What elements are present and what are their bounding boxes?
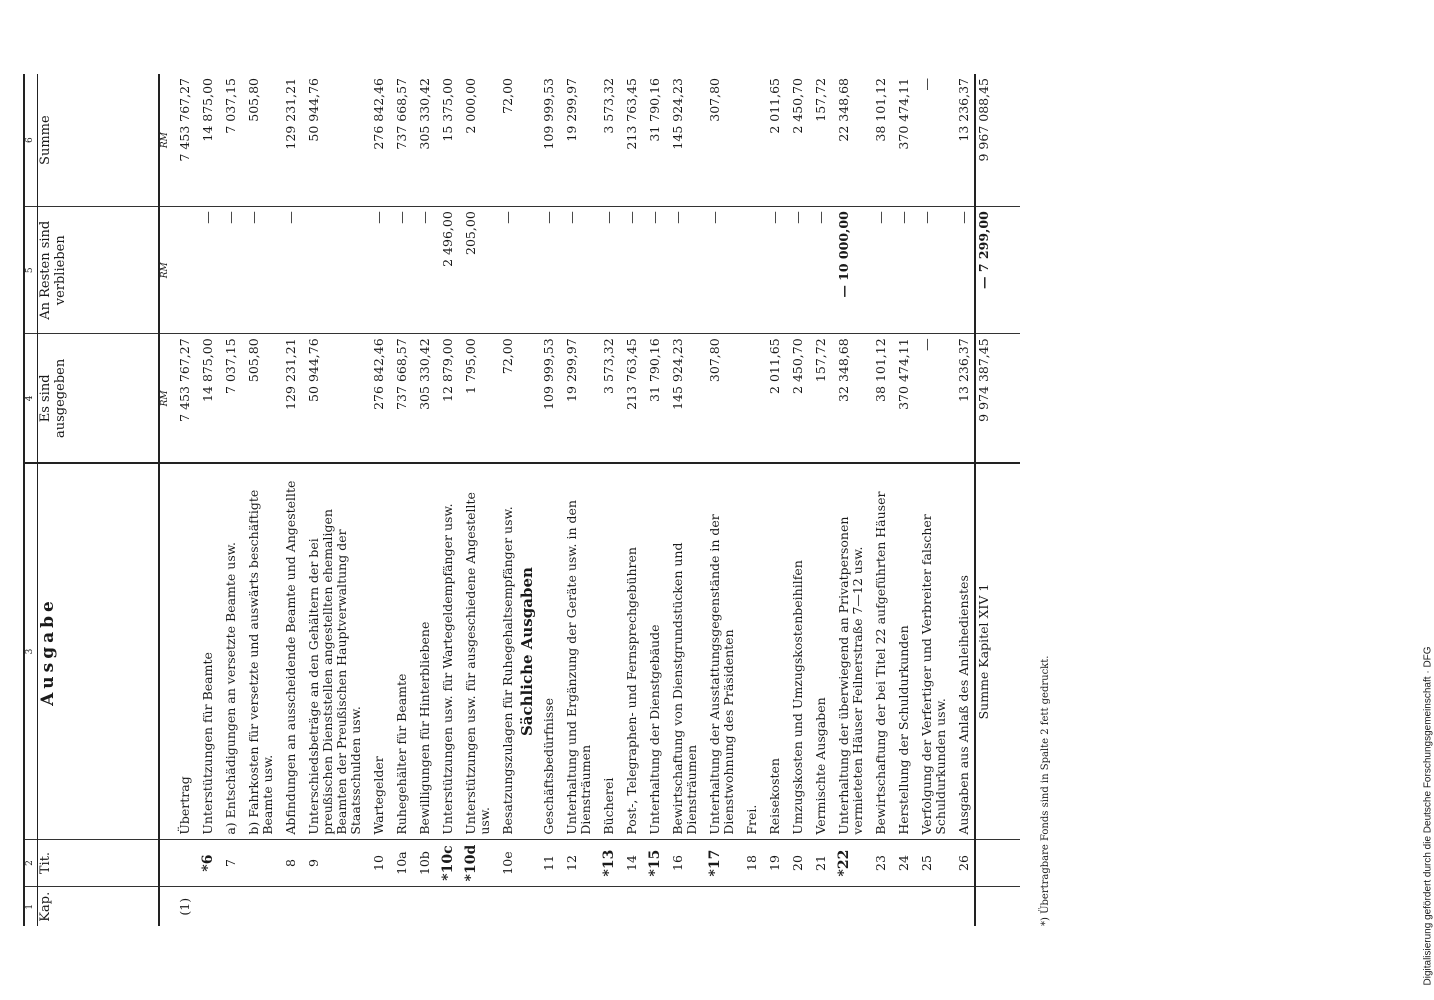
cell-ausgabe-text: Unterstützungen usw. für ausgeschiedene Angestellte usw. (458, 463, 495, 839)
cell-ausgabe-text: a) Entschädigungen an versetzte Beamte usw. (218, 463, 241, 839)
cell-summe: 305 330,42 (412, 74, 435, 207)
table-row (536, 74, 559, 926)
title-number: 13 (601, 849, 617, 870)
cell-tit: 26 (951, 839, 975, 887)
cell-summe: 19 299,97 (559, 74, 596, 207)
table-row (891, 74, 914, 926)
cell-ausgabe-text: Ausgaben aus Anlaß des Anleihedienstes (951, 463, 975, 839)
cell-tit: 25 (914, 839, 951, 887)
cell-summe: 7 453 767,27 (172, 74, 195, 207)
cell-ausgegeben: 1 795,00 (458, 334, 495, 464)
table-row (665, 74, 702, 926)
cell-reste (301, 207, 366, 334)
cell-kap (868, 887, 891, 926)
cell-reste: — (891, 207, 914, 334)
table-row (366, 74, 389, 926)
table-row (435, 74, 458, 926)
cell-tit: 10a (389, 839, 412, 887)
cell-tit: 8 (278, 839, 301, 887)
cell-empty (975, 839, 1020, 887)
cell-ausgegeben: 13 236,37 (951, 334, 975, 464)
cell-ausgabe-text: Unterstützungen usw. für Wartegeldempfänger usw. (435, 463, 458, 839)
cell-tit: 10 (366, 839, 389, 887)
cell-ausgegeben: 129 231,21 (278, 334, 301, 464)
cell-kap (596, 887, 619, 926)
total-ausgegeben: 9 974 387,45 (975, 334, 1020, 464)
cell-kap (278, 887, 301, 926)
table-row (218, 74, 241, 926)
title-number: 6 (200, 854, 216, 865)
transferable-marker: * (647, 869, 663, 877)
unit-label: RM (159, 74, 172, 207)
cell-ausgabe-text: Frei. (739, 463, 762, 839)
cell-ausgabe-text: Vermischte Ausgaben (808, 463, 831, 839)
cell-summe: 2 011,65 (762, 74, 785, 207)
transferable-marker: * (707, 869, 723, 877)
table-row (596, 74, 619, 926)
cell-ausgegeben: 32 348,68 (831, 334, 868, 464)
cell-kap (702, 887, 739, 926)
cell-reste: — 10 000,00 (831, 207, 868, 334)
cell-ausgabe-text: Unterstützungen für Beamte (195, 463, 218, 839)
cell-reste: — (868, 207, 891, 334)
title-number: 10d (463, 844, 479, 875)
table-row (951, 74, 975, 926)
table-row (739, 74, 762, 926)
cell-reste: — (596, 207, 619, 334)
footnote: *) Übertragbare Fonds sind in Spalte 2 fett gedruckt. (1040, 655, 1051, 926)
header-ausgegeben: Es sind ausgegeben (38, 334, 160, 464)
cell-tit: 10b (412, 839, 435, 887)
cell-kap (808, 887, 831, 926)
cell-reste: — (278, 207, 301, 334)
cell-summe: — (914, 74, 951, 207)
cell-reste: 2 496,00 (435, 207, 458, 334)
cell-ausgegeben: 14 875,00 (195, 334, 218, 464)
cell-kap (218, 887, 241, 926)
table-row (495, 74, 518, 926)
cell-ausgabe-text: Bewirtschaftung von Dienstgrundstücken und Diensträumen (665, 463, 702, 839)
cell-reste: — (536, 207, 559, 334)
cell-reste: — (366, 207, 389, 334)
table-row (762, 74, 785, 926)
cell-summe: 213 763,45 (619, 74, 642, 207)
cell-ausgegeben: 276 842,46 (366, 334, 389, 464)
table-row (412, 74, 435, 926)
cell-summe: 22 348,68 (831, 74, 868, 207)
cell-ausgegeben: 12 879,00 (435, 334, 458, 464)
cell-ausgegeben: 7 037,15 (218, 334, 241, 464)
cell-ausgabe-text: Verfolgung der Verfertiger und Verbreiter falscher Schuldurkunden usw. (914, 463, 951, 839)
table-row (914, 74, 951, 926)
cell-ausgegeben: 505,80 (241, 334, 278, 464)
cell-tit: 11 (536, 839, 559, 887)
table-row (389, 74, 412, 926)
cell-tit (458, 839, 495, 887)
cell-ausgegeben: 31 790,16 (642, 334, 665, 464)
cell-reste: — (914, 207, 951, 334)
cell-ausgegeben (739, 334, 762, 464)
cell-reste: — (495, 207, 518, 334)
cell-ausgegeben: 370 474,11 (891, 334, 914, 464)
cell-reste: — (785, 207, 808, 334)
cell-kap (785, 887, 808, 926)
cell-ausgabe-text: Geschäftsbedürfnisse (536, 463, 559, 839)
header-kap: Kap. (38, 887, 160, 926)
cell-ausgabe-text: Herstellung der Schuldurkunden (891, 463, 914, 839)
column-number-row (24, 74, 38, 926)
cell-ausgegeben: 305 330,42 (412, 334, 435, 464)
cell-summe: 14 875,00 (195, 74, 218, 207)
cell-kap (831, 887, 868, 926)
section-row (518, 74, 536, 926)
colnum: 5 (24, 207, 38, 334)
cell-ausgabe-text: Reisekosten (762, 463, 785, 839)
cell-reste: — (665, 207, 702, 334)
cell-summe: 38 101,12 (868, 74, 891, 207)
cell-tit: 20 (785, 839, 808, 887)
cell-ausgegeben: 7 453 767,27 (172, 334, 195, 464)
cell-ausgabe-text: Wartegelder (366, 463, 389, 839)
cell-ausgegeben: 50 944,76 (301, 334, 366, 464)
transferable-marker: * (836, 869, 852, 877)
title-number: 10c (440, 845, 456, 874)
total-reste: — 7 299,00 (975, 207, 1020, 334)
cell-ausgegeben: 145 924,23 (665, 334, 702, 464)
cell-tit: 16 (665, 839, 702, 887)
cell-summe: 50 944,76 (301, 74, 366, 207)
colnum: 3 (24, 463, 38, 839)
total-row (975, 74, 1020, 926)
cell-reste: — (218, 207, 241, 334)
total-summe: 9 967 088,45 (975, 74, 1020, 207)
table-row (831, 74, 868, 926)
table-row (241, 74, 278, 926)
colnum: 6 (24, 74, 38, 207)
title-number: 22 (836, 849, 852, 870)
cell-ausgabe-text: Besatzungszulagen für Ruhegehaltsempfänger usw. (495, 463, 518, 839)
cell-kap (412, 887, 435, 926)
cell-reste (739, 207, 762, 334)
cell-tit (172, 839, 195, 887)
cell-kap (665, 887, 702, 926)
cell-kap (241, 887, 278, 926)
title-number: 17 (707, 849, 723, 870)
header-summe: Summe (38, 74, 160, 207)
cell-kap (301, 887, 366, 926)
cell-ausgabe-text: Übertrag (172, 463, 195, 839)
cell-ausgabe-text: Bücherei (596, 463, 619, 839)
cell-summe: 145 924,23 (665, 74, 702, 207)
cell-reste: 205,00 (458, 207, 495, 334)
cell-ausgegeben: 109 999,53 (536, 334, 559, 464)
cell-ausgegeben: 737 668,57 (389, 334, 412, 464)
cell-summe: 7 037,15 (218, 74, 241, 207)
cell-tit: 9 (301, 839, 366, 887)
header-tit: Tit. (38, 839, 160, 887)
section-title: Sächliche Ausgaben (518, 463, 536, 839)
table-row (195, 74, 218, 926)
cell-summe: 157,72 (808, 74, 831, 207)
cell-ausgabe-text: Unterhaltung und Ergänzung der Geräte usw. in den Diensträumen (559, 463, 596, 839)
unit-label: RM (159, 207, 172, 334)
cell-kap (559, 887, 596, 926)
table-row (278, 74, 301, 926)
cell-tit (596, 839, 619, 887)
cell-ausgabe-text: Unterhaltung der überwiegend an Privatpersonen vermieteten Häuser Feilnerstraße 7—12 usw. (831, 463, 868, 839)
cell-ausgegeben: — (914, 334, 951, 464)
colnum: 1 (24, 887, 38, 926)
transferable-marker: * (440, 873, 456, 881)
cell-ausgabe-text: Umzugskosten und Umzugskostenbeihilfen (785, 463, 808, 839)
cell-ausgegeben: 38 101,12 (868, 334, 891, 464)
transferable-marker: * (463, 874, 479, 882)
cell-empty (975, 887, 1020, 926)
unit-row (159, 74, 172, 926)
cell-summe: 307,80 (702, 74, 739, 207)
cell-kap (619, 887, 642, 926)
cell-ausgabe-text: Bewirtschaftung der bei Titel 22 aufgeführten Häuser (868, 463, 891, 839)
cell-summe: 2 450,70 (785, 74, 808, 207)
cell-tit: 14 (619, 839, 642, 887)
cell-summe: 129 231,21 (278, 74, 301, 207)
header-reste: An Resten sind verblieben (38, 207, 160, 334)
cell-tit (642, 839, 665, 887)
cell-kap (642, 887, 665, 926)
cell-ausgabe-text: Bewilligungen für Hinterbliebene (412, 463, 435, 839)
cell-tit: 19 (762, 839, 785, 887)
table-row (172, 74, 195, 926)
cell-kap (762, 887, 785, 926)
cell-tit (702, 839, 739, 887)
header-ausgabe: Ausgabe (38, 463, 160, 839)
cell-summe: 3 573,32 (596, 74, 619, 207)
cell-kap (891, 887, 914, 926)
cell-tit (195, 839, 218, 887)
cell-ausgegeben: 3 573,32 (596, 334, 619, 464)
cell-tit: 18 (739, 839, 762, 887)
table-row (458, 74, 495, 926)
cell-kap (195, 887, 218, 926)
cell-ausgegeben: 2 450,70 (785, 334, 808, 464)
title-number: 15 (647, 849, 663, 870)
cell-summe: 31 790,16 (642, 74, 665, 207)
colnum: 2 (24, 839, 38, 887)
cell-tit: 12 (559, 839, 596, 887)
cell-ausgabe-text: Unterschiedsbeträge an den Gehältern der bei preußischen Dienststellen angestellten ehemaligen Beamten der Preußischen Hauptverwaltung der Staatsschulden usw. (301, 463, 366, 839)
cell-kap (536, 887, 559, 926)
colnum: 4 (24, 334, 38, 464)
transferable-marker: * (200, 864, 216, 872)
cell-summe: 370 474,11 (891, 74, 914, 207)
budget-table (23, 74, 1020, 926)
cell-kap (495, 887, 518, 926)
cell-ausgabe-text: Post-, Telegraphen- und Fernsprechgebühren (619, 463, 642, 839)
cell-summe: 505,80 (241, 74, 278, 207)
table-row (808, 74, 831, 926)
table-row (619, 74, 642, 926)
cell-kap (951, 887, 975, 926)
cell-ausgegeben: 213 763,45 (619, 334, 642, 464)
cell-summe (739, 74, 762, 207)
cell-kap (739, 887, 762, 926)
cell-kap (458, 887, 495, 926)
cell-reste: — (241, 207, 278, 334)
cell-ausgegeben: 307,80 (702, 334, 739, 464)
cell-tit: 24 (891, 839, 914, 887)
cell-tit: 23 (868, 839, 891, 887)
cell-ausgabe-text: Unterhaltung der Dienstgebäude (642, 463, 665, 839)
cell-kap (435, 887, 458, 926)
cell-summe: 72,00 (495, 74, 518, 207)
cell-tit (831, 839, 868, 887)
cell-summe: 13 236,37 (951, 74, 975, 207)
column-header-row (38, 74, 160, 926)
cell-reste: — (559, 207, 596, 334)
cell-tit: 10e (495, 839, 518, 887)
cell-ausgabe-text: Unterhaltung der Ausstattungsgegenstände in der Dienstwohnung des Präsidenten (702, 463, 739, 839)
cell-reste (172, 207, 195, 334)
transferable-marker: * (601, 869, 617, 877)
cell-ausgegeben: 2 011,65 (762, 334, 785, 464)
cell-reste: — (412, 207, 435, 334)
cell-kap: (1) (177, 897, 192, 916)
cell-ausgegeben: 72,00 (495, 334, 518, 464)
cell-reste: — (808, 207, 831, 334)
cell-ausgabe-text: b) Fahrkosten für versetzte und auswärts beschäftigte Beamte usw. (241, 463, 278, 839)
cell-summe: 2 000,00 (458, 74, 495, 207)
cell-tit: 7 (218, 839, 241, 887)
table-row (702, 74, 739, 926)
margin-note-text: Digitalisierung gefördert durch die Deutsche Forschungsgemeinschaft · DFG (1422, 646, 1434, 986)
cell-reste: — (702, 207, 739, 334)
cell-summe: 276 842,46 (366, 74, 389, 207)
cell-tit (435, 839, 458, 887)
table-row (559, 74, 596, 926)
cell-reste: — (619, 207, 642, 334)
cell-summe: 15 375,00 (435, 74, 458, 207)
table-row (301, 74, 366, 926)
cell-reste: — (762, 207, 785, 334)
cell-reste: — (195, 207, 218, 334)
cell-reste: — (389, 207, 412, 334)
cell-summe: 109 999,53 (536, 74, 559, 207)
cell-tit: 21 (808, 839, 831, 887)
dfg-margin-note (1418, 10, 1434, 990)
cell-reste: — (642, 207, 665, 334)
rotated-page-content (0, 70, 1203, 930)
cell-summe: 737 668,57 (389, 74, 412, 207)
cell-kap (389, 887, 412, 926)
table-row (642, 74, 665, 926)
cell-reste: — (951, 207, 975, 334)
total-label: Summe Kapitel XIV 1 (975, 463, 1020, 839)
cell-kap (914, 887, 951, 926)
cell-kap (366, 887, 389, 926)
cell-tit (241, 839, 278, 887)
unit-label: RM (159, 334, 172, 464)
cell-ausgegeben: 19 299,97 (559, 334, 596, 464)
cell-ausgabe-text: Abfindungen an ausscheidende Beamte und Angestellte (278, 463, 301, 839)
cell-ausgegeben: 157,72 (808, 334, 831, 464)
cell-ausgabe-text: Ruhegehälter für Beamte (389, 463, 412, 839)
table-row (785, 74, 808, 926)
table-row (868, 74, 891, 926)
